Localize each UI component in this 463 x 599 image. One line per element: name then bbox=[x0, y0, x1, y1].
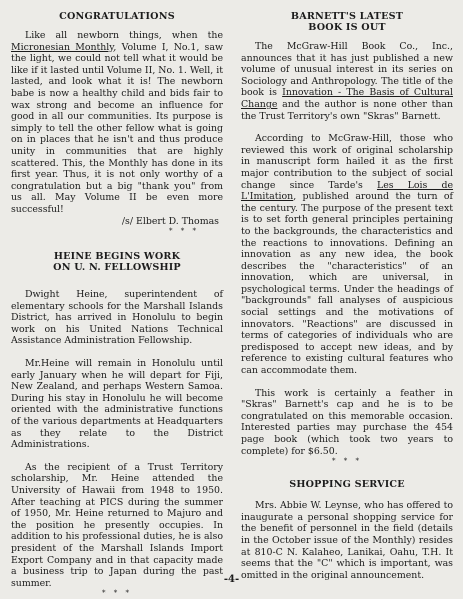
text-run: , Volume I, No.1, saw the light, we could not tell what it would be like if it lasted until Volume II, No. 1. Well, it lasted, and look what it is! The newborn babe is now a healthy child and bids fair to wax strong and become an influence for good in all our communities. Its purpose is simply to tell the other fellow what is going on in places that he isn't and thus produce unity in communities that are highly scattered. This, the Monthly has done in its first year. Thus, it is not only worthy of a congratulation but a big "thank you" from us all. May Volume II be even more successful! bbox=[11, 41, 223, 215]
right-column bbox=[241, 11, 453, 581]
heine-heading-line2: ON U. N. FELLOWSHIP bbox=[53, 262, 181, 274]
signature: /s/ Elbert D. Thomas bbox=[121, 215, 219, 227]
text-run: Like all newborn things, when the bbox=[25, 30, 223, 41]
left-column bbox=[11, 11, 223, 597]
barnett-paragraph-1 bbox=[241, 41, 453, 122]
tarde-title: Les Lois de L'Imitation bbox=[241, 179, 453, 203]
text-run: According to McGraw-Hill, those who reviewed this work of original scholarship in manuscript form hailed it as the first major contribution to the subject of social change since Tarde's bbox=[241, 133, 453, 191]
barnett-paragraph-3: This work is certainly a feather in "Skras" Barnett's cap and he is to be congratulated on this memorable occasion. Interested parties may purchase the 454 page book (which took two years to complete) for $6.50. bbox=[241, 387, 453, 457]
separator-stars-bottom: * * * bbox=[102, 589, 132, 598]
separator-stars-right: * * * bbox=[332, 457, 362, 466]
heine-paragraph-2: Mr.Heine will remain in Honolulu until early January when he will depart for Fiji, New Zealand, and perhaps Western Samoa. During his stay in Honolulu he will become oriented with the administrative functions of the various departments at Headquarters as they relate to the District Administrations. bbox=[11, 358, 223, 451]
barnett-heading-line2: BOOK IS OUT bbox=[308, 22, 386, 33]
shopping-heading: SHOPPING SERVICE bbox=[289, 479, 405, 491]
book-title: Innovation - The Basis of Cultural Change bbox=[241, 87, 453, 110]
congratulations-heading: CONGRATULATIONS bbox=[59, 11, 175, 22]
congratulations-paragraph bbox=[11, 30, 223, 216]
barnett-paragraph-2 bbox=[241, 133, 453, 376]
separator-stars: * * * bbox=[169, 227, 199, 236]
monthly-title: Micronesian Monthly bbox=[11, 41, 114, 53]
text-run: and the author is none other than the Trust Territory's own "Skras" Barnett. bbox=[241, 98, 453, 122]
heine-paragraph-1: Dwight Heine, superintendent of elementary schools for the Marshall Islands District, has arrived in Honolulu to begin work on his United Nations Technical Assistance Administration Fellowship. bbox=[11, 289, 223, 347]
text-run: , published around the turn of the century. The purpose of the present text is to set forth general principles pertaining to the backgrounds, the characteristics and the reactions to innovations. Defining an innovation as any new idea, the book describes the "characteristics" of an innovation, which are universal, in psychological terms. Under the headings of "backgrounds" fall analyses of auspicious social settings and the motivations of innovators. "Reactions" are discussed in terms of categories of individuals who are predisposed to accept new ideas, and by reference to existing cultural features who can accommodate them. bbox=[241, 191, 453, 377]
shopping-paragraph: Mrs. Abbie W. Leynse, who has offered to inaugurate a personal shopping service for the benefit of personnel in the field (details in the October issue of the Monthly) resides at 810-C N. Kalaheo, Lanikai, Oahu, T.H. It seems that the "C" which is important, was omitted in the original announcement. bbox=[241, 500, 453, 581]
page-number: -4- bbox=[223, 574, 240, 585]
text-run: The McGraw-Hill Book Co., Inc., announces that it has just published a new volume of unusual interest in its series on Sociology and Anthropology. The title of the book is bbox=[241, 41, 453, 99]
heine-heading-line1: HEINE BEGINS WORK bbox=[53, 251, 181, 263]
barnett-heading-line1: BARNETT'S LATEST bbox=[290, 11, 404, 22]
heine-paragraph-3: As the recipient of a Trust Territory scholarship, Mr. Heine attended the University of Hawaii from 1948 to 1950. After teaching at PICS during the summer of 1950, Mr. Heine returned to Majuro and the position he presently occupies. In addition to his professional duties, he is also president of the Marshall Islands Import Export Company and in that capacity made a business trip to Japan during the past summer. bbox=[11, 461, 223, 589]
